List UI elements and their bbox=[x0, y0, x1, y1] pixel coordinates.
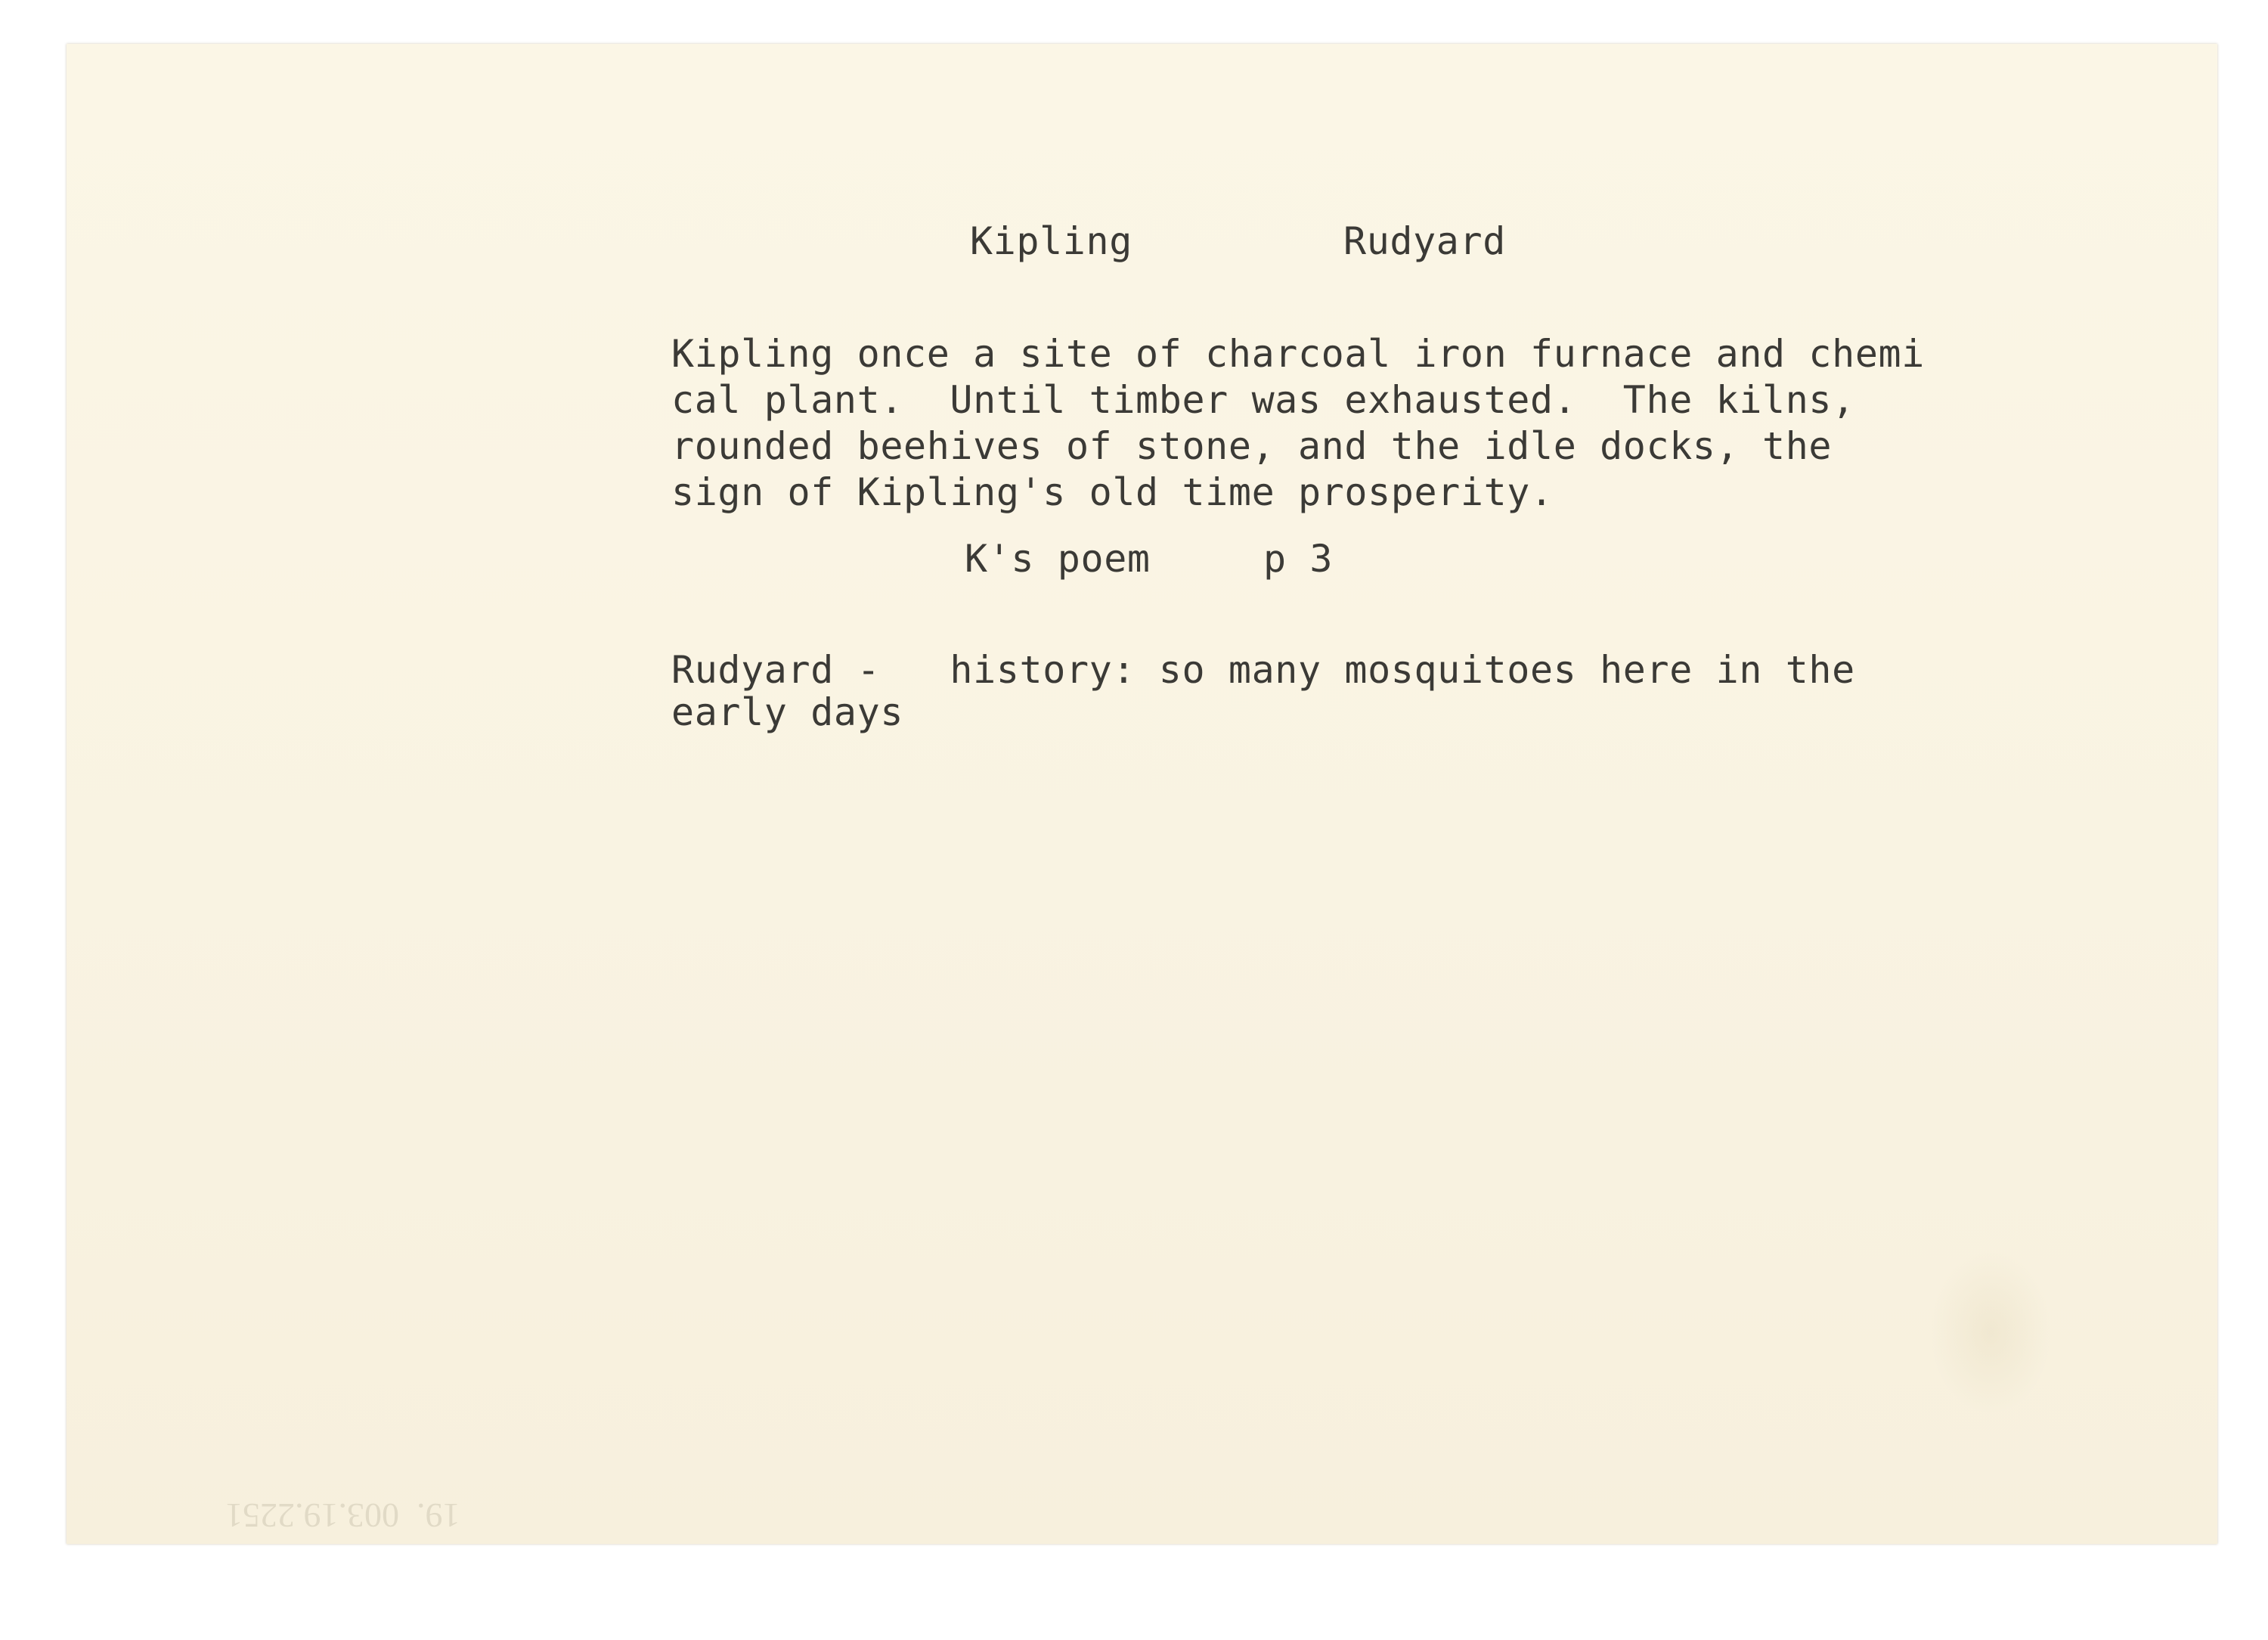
body-paragraph: Kipling once a site of charcoal iron furnace and chemi cal plant. Until timber was exhausted. The kilns, rounded beehives of stone, and the idle docks, the sign of Kipling's old time prosperity. bbox=[671, 332, 1925, 514]
poem-reference-page: p 3 bbox=[1263, 537, 1334, 581]
poem-reference-label: K's poem bbox=[965, 537, 1151, 581]
paper-stain bbox=[1930, 1249, 2051, 1415]
accession-number-bleed-through: 19. 003.19.2251 bbox=[225, 1496, 460, 1535]
heading-surname: Kipling bbox=[970, 219, 1132, 263]
rudyard-history-note: Rudyard - history: so many mosquitoes here in the early days bbox=[671, 648, 1855, 734]
heading-place: Rudyard bbox=[1343, 219, 1506, 263]
typewritten-note-card bbox=[67, 44, 2217, 1544]
